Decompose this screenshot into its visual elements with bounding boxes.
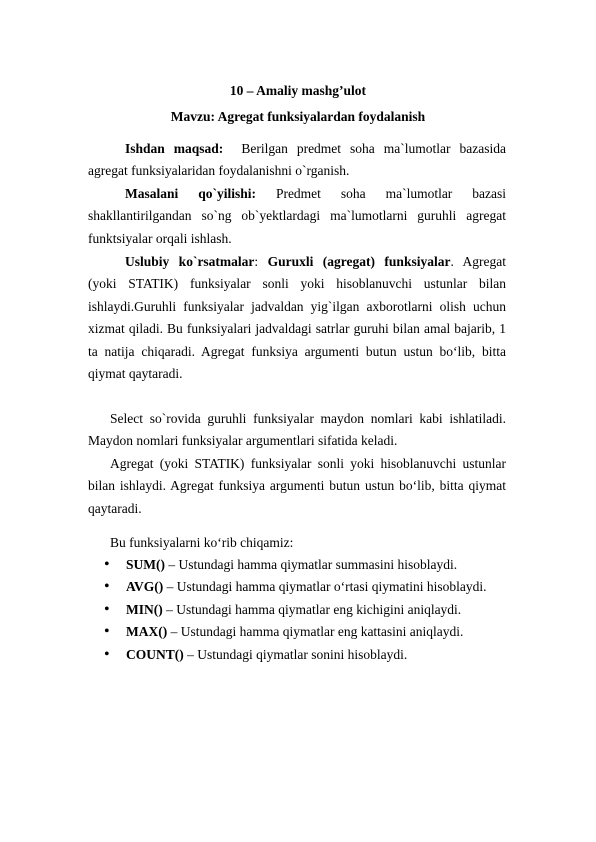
guide-paragraph — [88, 251, 506, 385]
agg-note-text: Agregat (yoki STATIK) funksiyalar sonli yoki hisoblanuvchi ustunlar bilan ishlaydi. Agregat funksiya argumenti butun ustun bo‘lib, bitta qiymat qaytaradi. — [88, 456, 506, 516]
page-topic: Mavzu: Agregat funksiyalardan foydalanish — [170, 109, 426, 124]
goal-label: Ishdan maqsad: — [125, 141, 224, 156]
list-item — [88, 599, 506, 621]
bullet-icon: • — [104, 600, 110, 618]
list-item — [88, 576, 506, 598]
goal-paragraph — [88, 138, 506, 183]
function-desc: – Ustundagi hamma qiymatlar o‘rtasi qiymatini hisoblaydi. — [166, 579, 487, 595]
select-note-text: Select so`rovida guruhli funksiyalar maydon nomlari kabi ishlatiladi. Maydon nomlari funksiyalar argumentlari sifatida keladi. — [88, 411, 506, 449]
function-name: MIN() — [126, 601, 163, 617]
function-desc: – Ustundagi hamma qiymatlar eng kichigini aniqlaydi. — [166, 601, 462, 617]
bullet-icon: • — [104, 645, 110, 663]
function-name: AVG() — [126, 579, 164, 595]
goal-text: Berilgan predmet soha ma`lumotlar bazasida agregat funksiyalaridan foydalanishni o`rganish. — [88, 141, 507, 179]
list-intro-text: Bu funksiyalarni ko‘rib chiqamiz: — [110, 535, 294, 550]
bullet-icon: • — [104, 556, 110, 573]
list-item — [88, 621, 506, 643]
task-text: Predmet soha ma`lumotlar bazasi shakllantirilgandan so`ng ob`yektlardagi ma`lumotlarni guruhli agregat funktsiyalar orqali ishlash. — [88, 186, 506, 246]
task-label: Masalani qo`yilishi: — [125, 186, 256, 201]
guide-sep: : — [254, 254, 259, 269]
function-desc: – Ustundagi hamma qiymatlar eng kattasini aniqlaydi. — [170, 624, 464, 640]
bullet-icon: • — [104, 623, 110, 641]
guide-end: . — [450, 254, 454, 269]
function-name: MAX() — [126, 624, 168, 640]
bullet-icon: • — [104, 578, 110, 596]
guide-text: Agregat (yoki STATIK) funksiyalar sonli yoki hisoblanuvchi ustunlar bilan ishlaydi.Guruhli funksiyalar jadvaldan yig`ilgan axborotlarni olish uchun xizmat qiladi. Bu funksiyalari jadvaldagi satrlar guruhi bilan amal bajarib, 1 ta natija chiqaradi. Agregat funksiya argumenti butun ustun bo‘lib, bitta qiymat qaytaradi. — [88, 254, 506, 382]
agg-note-paragraph — [88, 453, 506, 520]
list-intro — [88, 532, 506, 554]
function-desc: – Ustundagi hamma qiymatlar summasini hisoblaydi. — [168, 557, 458, 572]
function-name: SUM() — [126, 557, 165, 572]
guide-label: Uslubiy ko`rsatmalar — [125, 254, 255, 269]
page-title: 10 – Amaliy mashg’ulot — [229, 83, 367, 98]
guide-bold-text: Guruxli (agregat) funksiyalar — [267, 254, 451, 269]
select-note-paragraph — [88, 408, 506, 453]
list-item — [88, 644, 506, 666]
function-list — [88, 554, 506, 666]
function-name: COUNT() — [126, 646, 184, 662]
function-desc: – Ustundagi qiymatlar sonini hisoblaydi. — [187, 646, 408, 662]
task-paragraph — [88, 183, 506, 250]
list-item — [88, 554, 506, 576]
